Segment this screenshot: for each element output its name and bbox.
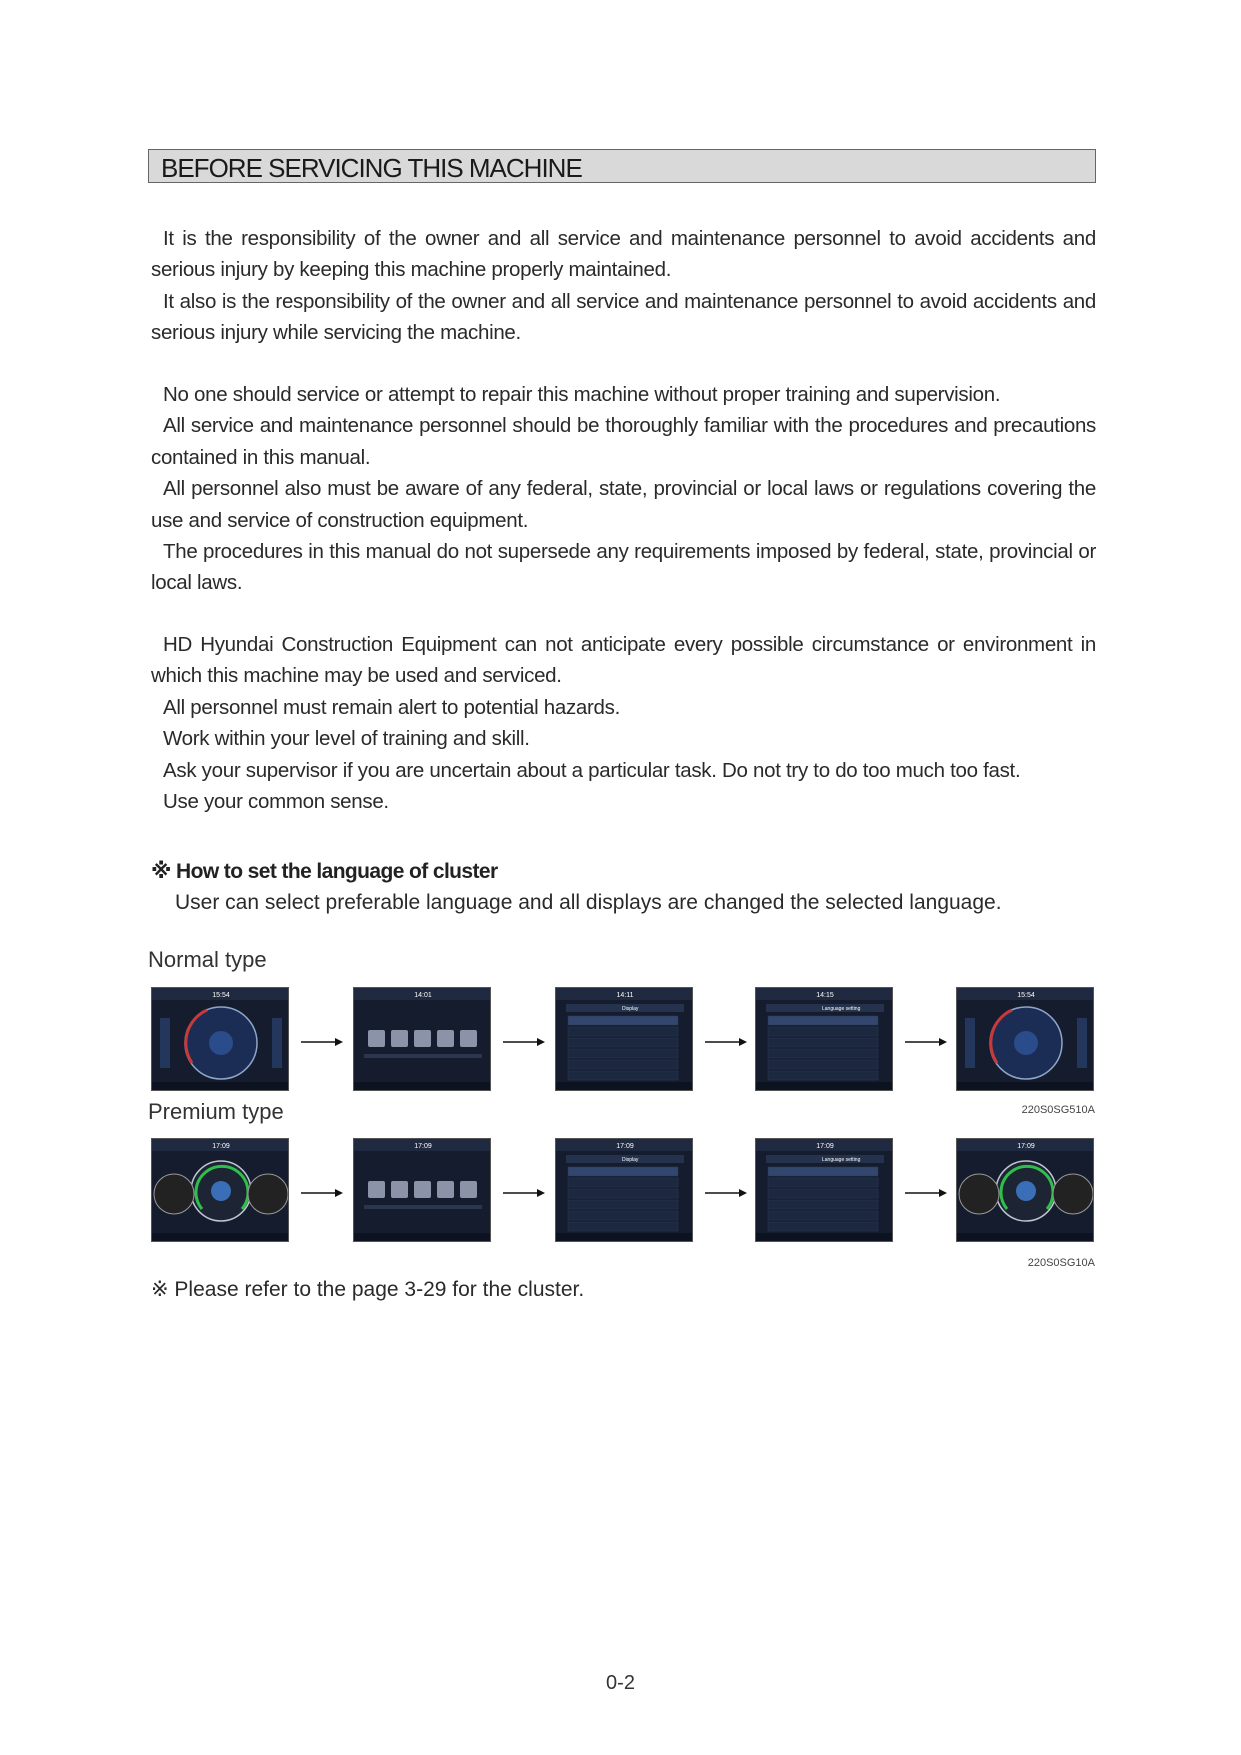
arrow-right-icon: [301, 1034, 343, 1044]
svg-text:14:11: 14:11: [616, 992, 634, 999]
svg-text:Display: Display: [622, 1006, 639, 1012]
paragraph: The procedures in this manual do not supersede any requirements imposed by federal, state, provincial or local laws.: [151, 540, 1096, 595]
paragraph: All personnel must remain alert to potential hazards.: [163, 695, 620, 719]
normal-type-label: Normal type: [148, 947, 267, 972]
paragraph-group-2: [151, 379, 1096, 599]
arrow-right-icon: [503, 1034, 545, 1044]
language-note-text: User can select preferable language and all displays are changed the selected language.: [175, 891, 1002, 914]
page-number: 0-2: [606, 1672, 635, 1694]
paragraph: It also is the responsibility of the owner and all service and maintenance personnel to avoid accidents and serious injury while servicing the machine.: [151, 289, 1096, 345]
premium-type-label: Premium type: [148, 1099, 284, 1124]
normal-screen-1: [151, 987, 289, 1091]
svg-text:14:01: 14:01: [414, 992, 432, 999]
normal-screen-2: [353, 987, 491, 1091]
paragraph: All service and maintenance personnel should be thoroughly familiar with the procedures and precautions contained in this manual.: [151, 414, 1096, 469]
arrow-right-icon: [301, 1185, 343, 1195]
svg-text:17:09: 17:09: [1017, 1143, 1035, 1150]
arrow-right-icon: [705, 1185, 747, 1195]
svg-text:17:09: 17:09: [212, 1143, 230, 1150]
arrow-right-icon: [705, 1034, 747, 1044]
paragraph-group-3: [151, 629, 1096, 817]
premium-screen-2: [353, 1138, 491, 1242]
premium-figure-code: 220S0SG10A: [1027, 1257, 1095, 1269]
cluster-screen-image: [354, 988, 491, 1091]
svg-text:15:54: 15:54: [1017, 992, 1035, 999]
paragraph: HD Hyundai Construction Equipment can not anticipate every possible circumstance or environment in which this machine may be used and serviced.: [151, 633, 1096, 688]
section-title-box: [148, 149, 1096, 183]
svg-text:15:54: 15:54: [212, 992, 230, 999]
premium-screen-1: [151, 1138, 289, 1242]
paragraph-group-1: [151, 223, 1096, 349]
paragraph: Ask your supervisor if you are uncertain about a particular task. Do not try to do too much too fast.: [163, 758, 1021, 782]
premium-screen-5: [956, 1138, 1094, 1242]
premium-screen-3: [555, 1138, 693, 1242]
normal-screen-3: [555, 987, 693, 1091]
arrow-right-icon: [905, 1034, 947, 1044]
svg-text:17:09: 17:09: [616, 1143, 634, 1150]
arrow-right-icon: [503, 1185, 545, 1195]
arrow-right-icon: [905, 1185, 947, 1195]
paragraph: Work within your level of training and skill.: [163, 727, 530, 751]
cluster-screen-image: [957, 988, 1094, 1091]
cluster-reference-note: ※ Please refer to the page 3-29 for the cluster.: [151, 1278, 585, 1301]
svg-text:17:09: 17:09: [816, 1143, 834, 1150]
cluster-screen-image: [756, 988, 893, 1091]
premium-screen-4: [755, 1138, 893, 1242]
svg-text:17:09: 17:09: [414, 1143, 432, 1150]
normal-figure-code: 220S0SG510A: [1021, 1104, 1095, 1116]
normal-screen-5: [956, 987, 1094, 1091]
section-title: BEFORE SERVICING THIS MACHINE: [161, 153, 582, 183]
paragraph: No one should service or attempt to repair this machine without proper training and supervision.: [163, 383, 1001, 406]
cluster-screen-image: [152, 988, 289, 1091]
paragraph: Use your common sense.: [163, 790, 389, 814]
cluster-screen-image: [556, 988, 693, 1091]
cluster-screen-image: [556, 1139, 693, 1242]
cluster-screen-image: [354, 1139, 491, 1242]
language-note-heading: ※ How to set the language of cluster: [151, 860, 498, 883]
paragraph: It is the responsibility of the owner and all service and maintenance personnel to avoid accidents and serious injury by keeping this machine properly maintained.: [151, 227, 1096, 282]
cluster-screen-image: [756, 1139, 893, 1242]
cluster-screen-image: [957, 1139, 1094, 1242]
normal-screen-4: [755, 987, 893, 1091]
svg-text:Language setting: Language setting: [822, 1006, 861, 1012]
cluster-screen-image: [152, 1139, 289, 1242]
svg-text:Language setting: Language setting: [822, 1157, 861, 1163]
svg-text:Display: Display: [622, 1157, 639, 1163]
svg-text:14:15: 14:15: [816, 992, 834, 999]
paragraph: All personnel also must be aware of any federal, state, provincial or local laws or regulations covering the use and service of construction equipment.: [151, 477, 1096, 532]
